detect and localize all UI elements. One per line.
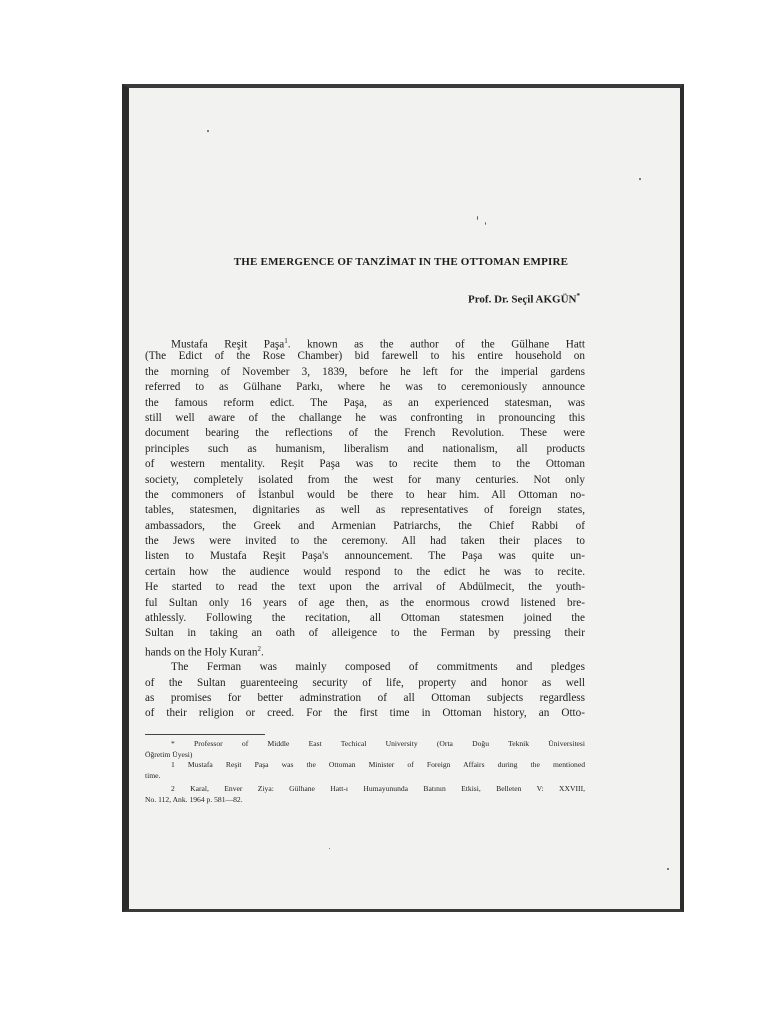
scan-speck [667, 868, 669, 870]
body-line: the Jews were invited to the ceremony. All had taken their places to [145, 535, 585, 548]
scan-speck [485, 222, 486, 225]
footnote-line: Öğretim Üyesi) [145, 749, 193, 759]
body-line: tables, statesmen, dignitaries as well as representatives of foreign states, [145, 504, 585, 517]
scan-speck [639, 178, 641, 180]
body-line: ful Sultan only 16 years of age then, as the enormous crowd listened bre- [145, 596, 585, 609]
body-line: Mustafa Reşit Paşa$^1$. known as the author of the Gülhane Hatt [171, 337, 586, 351]
body-line: as promises for better adminstration of all Ottoman subjects regardless [145, 691, 585, 704]
author-line [468, 292, 580, 306]
body-line: still well aware of the challange he was confronting in pronouncing this [145, 411, 585, 424]
body-line: society, completely isolated from the west for many centuries. Not only [145, 473, 585, 486]
author-name: Prof. Dr. Seçil AKGÜN [468, 293, 577, 306]
footnote-line: 1 Mustafa Reşit Paşa was the Ottoman Minister of Foreign Affairs during the mentioned [171, 760, 585, 770]
body-line: listen to Mustafa Reşit Paşa's announcement. The Paşa was quite un- [145, 550, 585, 563]
body-line: athlessly. Following the recitation, all Ottoman statesmen joined the [145, 612, 585, 625]
body-line: principles such as humanism, liberalism and nationalism, all products [145, 442, 585, 455]
body-line: the commoners of İstanbul would be there to hear him. All Ottoman no- [145, 488, 585, 501]
body-line: The Ferman was mainly composed of commitments and pledges [171, 661, 585, 674]
body-line: the morning of November 3, 1839, before he left for the imperial gardens [145, 365, 585, 378]
footnote-line: 2 Karal, Enver Ziya: Gülhane Hatt-ı Humayununda Batının Etkisi, Belleten V: XXVIII, [171, 784, 585, 794]
scan-speck [207, 130, 209, 132]
article-title: THE EMERGENCE OF TANZİMAT IN THE OTTOMAN EMPIRE [233, 256, 569, 268]
scan-speck [477, 216, 478, 220]
scanned-page [122, 84, 684, 912]
body-line: He started to read the text upon the arrival of Abdülmecit, the youth- [145, 581, 585, 594]
body-line: of western mentality. Reşit Paşa was to recite them to the Ottoman [145, 458, 585, 471]
body-line: Sultan in taking an oath of alleigence to the Ferman by pressing their [145, 627, 585, 640]
article-body [145, 334, 585, 722]
footnote-line: * Professor of Middle East Techical University (Orta Doğu Teknik Üniversitesi [171, 739, 585, 748]
body-line: (The Edict of the Rose Chamber) bid farewell to his entire household on [145, 350, 585, 363]
scan-speck [329, 848, 330, 849]
body-line: document bearing the reflections of the French Revolution. These were [145, 427, 585, 440]
footnote-ref-1: 1 [284, 337, 288, 345]
footnote-line: No. 112, Ank. 1964 p. 581—82. [145, 794, 243, 804]
body-line: ambassadors, the Greek and Armenian Patriarchs, the Chief Rabbi of [145, 519, 585, 532]
body-line: of the Sultan guarenteeing security of life, property and honor as well [145, 676, 585, 689]
footnote-line: time. [145, 770, 161, 780]
body-line: certain how the audience would respond to the edict he was to recite. [145, 565, 585, 578]
author-footnote-marker: * [576, 292, 580, 300]
footnote-ref-2: 2 [257, 644, 261, 653]
paragraph-2 [145, 660, 585, 722]
body-line: referred to as Gülhane Parkı, where he was to ceremoniously announce [145, 381, 585, 394]
footnotes [145, 739, 585, 806]
body-line: of their religion or creed. For the first time in Ottoman history, an Otto- [145, 707, 585, 720]
body-line: hands on the Holy Kuran$^2$. [145, 644, 264, 659]
body-line: the famous reform edict. The Paşa, as an experienced statesman, was [145, 396, 585, 409]
footnote-divider [145, 734, 265, 735]
